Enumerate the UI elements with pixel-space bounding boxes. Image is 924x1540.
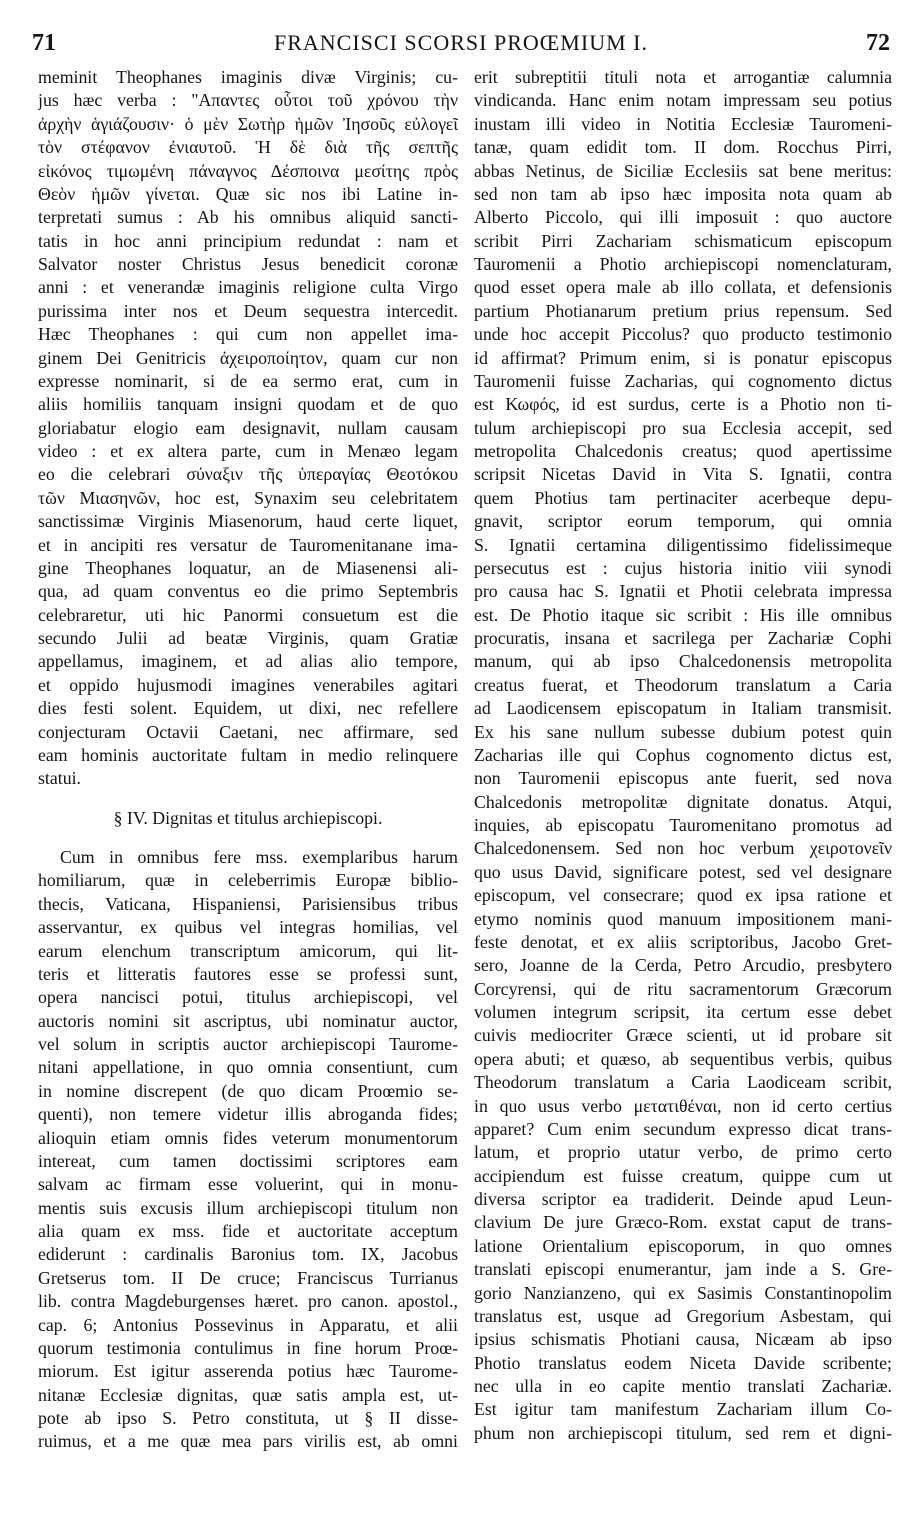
text-line: Corcyrensi, qui de ritu sacramentorum Græcorum (474, 978, 892, 999)
text-line: teris et litteratis fautores esse se professi sunt, (38, 963, 458, 984)
text-line: erit subreptitii tituli nota et arrogantiæ calumnia (474, 67, 892, 87)
text-line: homiliarum, quæ in celeberrimis Europæ biblio- (38, 870, 458, 891)
text-line: volumen integrum scripsit, ita certum esse debet (474, 1002, 892, 1022)
text-line: statui. (38, 768, 81, 789)
text-line: mentis suis excusis illum archiepiscopi titulum non (38, 1197, 458, 1218)
text-line: anni : et venerandæ imaginis religione culta Virgo (38, 277, 458, 298)
text-line: quod esset opera male ab illo collata, et defensionis (474, 277, 892, 298)
text-line: creatus fuerat, et Theodorum translatum a Caria (474, 674, 892, 695)
text-line: tanæ, quam edidit tom. II dom. Rocchus Pirri, (474, 137, 892, 158)
text-line: alia quam ex mss. fide et auctoritate acceptum (38, 1221, 458, 1241)
text-line: video : et ex altera parte, cum in Menæo legam (38, 441, 458, 461)
text-line: Cum in omnibus fere mss. exemplaribus harum (60, 847, 458, 867)
text-line: etymo nominis quod manuum impositionem mani- (474, 908, 892, 929)
text-line: apparet? Cum enim secundum expresso dicat trans- (474, 1118, 892, 1139)
text-line: abbas Netinus, de Siciliæ Ecclesiis sat bene meritus: (474, 160, 892, 181)
text-line: asservantur, ex quibus vel integras homilias, vel (38, 917, 458, 938)
text-line: phum non archiepiscopi titulum, sed rem et digni- (474, 1422, 892, 1443)
text-line: persecutus est : cujus historia initio viii synodi (474, 557, 892, 578)
text-line: eo die celebrari σύναξιν τῆς ὑπεραγίας Θεοτόκου (38, 464, 458, 485)
text-line: ipsius schismatis Photiani causa, Nicæam ab ipso (474, 1329, 892, 1350)
text-line: τῶν Μιασηνῶν, hoc est, Synaxim seu celebritatem (38, 487, 458, 508)
text-line: intereat, cum tamen doctissimi scriptores eam (38, 1150, 458, 1171)
text-line: non Tauromenii episcopus ante fuerit, sed nova (474, 768, 892, 789)
text-line: Hæc Theophanes : qui cum non appellet ima- (38, 324, 458, 345)
text-line: translati episcopi enumerantur, jam inde a S. Gre- (474, 1259, 892, 1280)
text-line: cap. 6; Antonius Possevinus in Apparatu, et alii (38, 1314, 458, 1335)
right-text-column (474, 66, 892, 1445)
text-line: ediderunt : cardinalis Baronius tom. IX, Jacobus (38, 1244, 458, 1265)
text-line: et oppido hujusmodi imagines venerabiles agitari (38, 674, 458, 695)
text-line: pote ab ipso S. Petro constituta, ut § II disse- (38, 1408, 458, 1428)
text-line: quo usus David, significare potest, sed vel designare (474, 861, 892, 882)
text-line: eam hominis auctoritate fultam in medio relinquere (38, 744, 458, 765)
text-line: Alberto Piccolo, qui illi imposuit : quo auctore (474, 207, 892, 228)
text-line: jus hæc verba : "Απαντες οὗτοι τοῦ χρόνου τὴν (38, 90, 458, 111)
text-line: Ex his sane nullum subesse dubium potest quin (474, 721, 892, 742)
text-line: ad Laodicensem episcopatum in Italiam transmisit. (474, 698, 892, 719)
text-line: secundo Julii ad beatæ Virginis, quam Gratiæ (38, 628, 458, 648)
text-line: qua, ad quam conventus eo die primo Septembris (38, 581, 458, 602)
text-line: gorio Nanzianzeno, qui ex Sasimis Constantinopolim (474, 1282, 892, 1303)
text-line: latione Orientalium episcoporum, in quo omnes (474, 1235, 892, 1256)
text-line: appellamus, imaginem, et ad alias alio tempore, (38, 651, 458, 672)
text-line: id affirmat? Primum enim, si is ponatur episcopus (474, 347, 892, 368)
text-line: cuivis mediocriter Græce scienti, ut id probare sit (474, 1025, 892, 1046)
text-line: expresse nominarit, si de ea sermo erat, cum in (38, 370, 458, 391)
text-line: procuratis, insana et sacrilega per Zachariæ Cophi (474, 628, 892, 648)
text-line: manum, qui ab ipso Chalcedonensis metropolita (474, 651, 892, 672)
text-line: et in ancipiti res versatur de Tauromenitanane ima- (38, 534, 458, 555)
text-line: opera abuti; et quæso, ab sequentibus verbis, quibus (474, 1048, 892, 1069)
text-line: in quo usus verbo μετατιθέναι, non id certo certius (474, 1095, 892, 1116)
text-line: feste denotat, et ex aliis scriptoribus, Jacobo Gret- (474, 931, 892, 952)
text-line: meminit Theophanes imaginis divæ Virginis; cu- (38, 67, 458, 87)
text-line: conjecturam Octavii Caetani, nec affirmare, sed (38, 721, 458, 742)
text-line: Chalcedonensem. Sed non hoc verbum χειροτονεῖν (474, 838, 892, 859)
page-number-right: 72 (866, 30, 890, 56)
text-line: in nomine discrepent (de quo dicam Proœmio se- (38, 1080, 458, 1101)
text-line: salvam ac firmam esse voluerint, qui in monu- (38, 1174, 458, 1195)
text-line: εἰκόνος τιμωμένη πάναγνος Δέσποινα μεσίτης πρὸς (38, 160, 458, 181)
text-line: Tauromenii fuisse Zacharias, qui cognomento dictus (474, 370, 892, 391)
text-line: lib. contra Magdeburgenses hæret. pro canon. apostol., (38, 1291, 458, 1312)
text-line: quenti), non temere videtur illis abroganda fides; (38, 1104, 458, 1125)
text-line: sanctissimæ Virginis Miasenorum, haud certe liquet, (38, 511, 458, 532)
text-line: sero, Joanne de la Cerda, Petro Arcudio, presbytero (474, 955, 892, 976)
text-line: Gretserus tom. II De cruce; Franciscus Turrianus (38, 1267, 458, 1288)
text-line: clavium De jure Græco-Rom. exstat caput de trans- (474, 1212, 892, 1233)
text-line: translatus est, usque ad Gregorium Asbestam, qui (474, 1305, 892, 1326)
text-line: nitanæ Ecclesiæ dignitas, quæ satis ampla est, ut- (38, 1384, 458, 1405)
text-line: est Κωφός, id est surdus, certe is a Photio non ti- (474, 394, 892, 415)
text-line: aliis homiliis tanquam insigni quodam et de quo (38, 394, 458, 415)
text-line: thecis, Vaticana, Hispaniensi, Parisiensibus tribus (38, 893, 458, 914)
text-line: unde hoc accepit Piccolus? quo producto testimonio (474, 324, 892, 345)
text-line: ἀρχὴν ἁγιάζουσιν· ὁ μὲν Σωτὴρ ἡμῶν Ἰησοῦς εὐλογεῖ (38, 113, 458, 134)
text-line: latum, et proprio utatur verbo, de primo certo (474, 1142, 892, 1163)
text-line: quorum testimonia contulimus in fine horum Proœ- (38, 1337, 458, 1358)
text-line: Zacharias ille qui Cophus cognomento dictus est, (474, 744, 892, 765)
left-text-column (38, 66, 458, 1454)
text-line: gloriabatur elogio eam designavit, nullam causam (38, 417, 458, 438)
text-line: gine Theophanes loquatur, an de Miasenensi ali- (38, 557, 458, 578)
text-line: vindicanda. Hanc enim notam impressam seu potius (474, 90, 892, 111)
text-line: terpretati sumus : Ab his omnibus aliquid sancti- (38, 207, 458, 228)
text-line: est. De Photio itaque sic scribit : His ille omnibus (474, 604, 892, 625)
text-line: tatis in hoc anni principium redundat : nam et (38, 230, 458, 251)
text-line: inquies, ab episcopatu Tauromenitano promotus ad (474, 815, 892, 835)
text-line: gnavit, scriptor eorum temporum, qui omnia (474, 511, 892, 532)
text-line: tulum archiepiscopi pro sua Ecclesia accepit, sed (474, 417, 892, 438)
text-line: vel solum in scriptis auctor archiepiscopi Taurome- (38, 1034, 458, 1054)
text-line: ruimus, et a me quæ mea pars virilis est, ab omni (38, 1431, 458, 1452)
text-line: scribit Pirri Zachariam schismaticum episcopum (474, 230, 892, 251)
text-line: S. Ignatii certamina diligentissimo fidelissimeque (474, 534, 892, 555)
text-line: quem Photius tam pertinaciter acerbeque depu- (474, 487, 892, 508)
text-line: auctoris nomini sit ascriptus, ubi nominatur auctor, (38, 1010, 458, 1031)
text-line: Theodorum translatum a Caria Laodiceam scribit, (474, 1072, 892, 1093)
text-line: ginem Dei Genitricis ἀχειροποίητον, quam cur non (38, 347, 458, 368)
text-line: diversa scriptor ea tradiderit. Deinde apud Leun- (474, 1189, 892, 1209)
text-line: accipiendum est fuisse creatum, quippe cum ut (474, 1165, 892, 1186)
text-line: earum elenchum transcriptum amicorum, qui lit- (38, 940, 458, 961)
text-line: miorum. Est igitur asserenda potius hæc Taurome- (38, 1361, 458, 1382)
text-line: dies festi solent. Equidem, ut dixi, nec refellere (38, 698, 458, 719)
text-line: alioquin etiam omnis fides veterum monumentorum (38, 1127, 458, 1148)
text-line (38, 791, 458, 807)
text-line: partium Photianarum pretium prius repensum. Sed (474, 300, 892, 321)
section-heading: § IV. Dignitas et titulus archiepiscopi. (113, 807, 383, 828)
text-line: episcopum, vel consecrare; quod ex ipsa ratione et (474, 885, 892, 906)
text-line: metropolita Chalcedonis creatus; quod apertissime (474, 441, 892, 461)
text-line: nec ulla in eo capite mentio translati Zachariæ. (474, 1376, 892, 1396)
page-number-left: 71 (32, 30, 56, 56)
text-line: sed non tam ab ipso hæc imposita nota quam ab (474, 183, 892, 204)
text-line: Tauromenii a Photio archiepiscopi nomenclaturam, (474, 254, 892, 274)
text-line: pro causa hac S. Ignatii et Photii celebrata impressa (474, 581, 892, 602)
text-line: Chalcedonis metropolitæ dignitate donatus. Atqui, (474, 791, 892, 812)
text-line: nitani appellatione, in quo omnia consentiunt, cum (38, 1057, 458, 1078)
text-line: purissima inter nos et Deum sequestra intercedit. (38, 300, 458, 321)
text-line: scripsit Nicetas David in Vita S. Ignatii, contra (474, 464, 892, 485)
text-line: τὸν στέφανον ἐνιαυτοῦ. Ἡ δὲ διὰ τῆς σεπτῆς (38, 137, 458, 158)
text-line: Photio translatus eodem Niceta Davide scribente; (474, 1352, 892, 1373)
text-line: Salvator noster Christus Jesus benedicit coronæ (38, 254, 458, 274)
page-header (32, 30, 890, 66)
text-line: opera nancisci potui, titulus archiepiscopi, vel (38, 987, 458, 1008)
text-line: inustam illi video in Notitia Ecclesiæ Tauromeni- (474, 113, 892, 134)
text-line: Θεὸν ἡμῶν γίνεται. Quæ sic nos ibi Latine in- (38, 183, 458, 204)
text-line: celebraretur, uti hic Panormi consuetum est die (38, 604, 458, 625)
text-line (38, 830, 458, 846)
running-title: FRANCISCI SCORSI PROŒMIUM I. (274, 30, 648, 55)
text-line: Est igitur tam manifestum Zachariam illum Co- (474, 1399, 892, 1420)
